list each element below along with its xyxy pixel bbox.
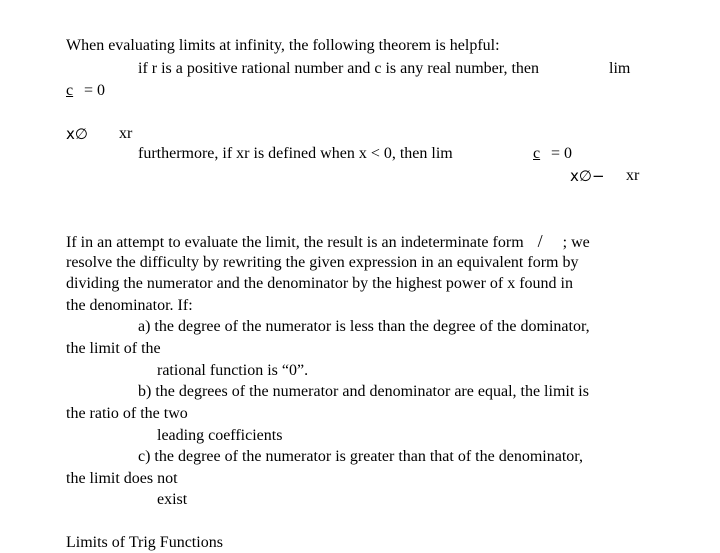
theorem-statement: if r is a positive rational number and c is any real number, then: [138, 60, 540, 77]
fraction-denominator-2: xr: [626, 167, 640, 184]
case-a-line-2: the limit of the: [66, 340, 161, 357]
paragraph-line-3: dividing the numerator and the denominator by the highest power of x found in: [66, 275, 573, 292]
paragraph-line-2: resolve the difficulty by rewriting the given expression in an equivalent form by: [66, 254, 579, 271]
furthermore-statement: furthermore, if xr is defined when x < 0, then lim: [138, 145, 453, 162]
next-heading: Limits of Trig Functions: [66, 534, 223, 551]
indeterminate-line: [66, 231, 590, 253]
indeterminate-text: If in an attempt to evaluate the limit, the result is an indeterminate form: [66, 234, 524, 251]
equals-zero-1: = 0: [84, 82, 106, 99]
case-b-line-2: the ratio of the two: [66, 405, 188, 422]
slash-symbol: /: [537, 231, 543, 251]
case-c-line-2: the limit does not: [66, 470, 178, 487]
case-b-line-1: b) the degrees of the numerator and denominator are equal, the limit is: [138, 383, 589, 400]
approach-infinity-1: x∅: [66, 125, 88, 143]
case-c-line-1: c) the degree of the numerator is greater than that of the denominator,: [138, 448, 583, 465]
fraction-numerator-1: c: [66, 82, 74, 99]
fraction-denominator-1: xr: [119, 125, 133, 142]
equals-zero-2: = 0: [551, 145, 573, 162]
lim-label-1: lim: [609, 60, 631, 77]
approach-neg-infinity: x∅−: [570, 167, 605, 185]
fraction-numerator-2: c: [533, 145, 541, 162]
theorem-intro: When evaluating limits at infinity, the following theorem is helpful:: [66, 37, 500, 54]
case-c-line-3: exist: [157, 491, 188, 508]
case-a-line-1: a) the degree of the numerator is less than the degree of the dominator,: [138, 318, 590, 335]
case-a-line-3: rational function is “0”.: [157, 362, 309, 379]
case-b-line-3: leading coefficients: [157, 427, 283, 444]
indeterminate-text-end: ; we: [562, 234, 590, 251]
paragraph-line-4: the denominator. If:: [66, 297, 193, 314]
